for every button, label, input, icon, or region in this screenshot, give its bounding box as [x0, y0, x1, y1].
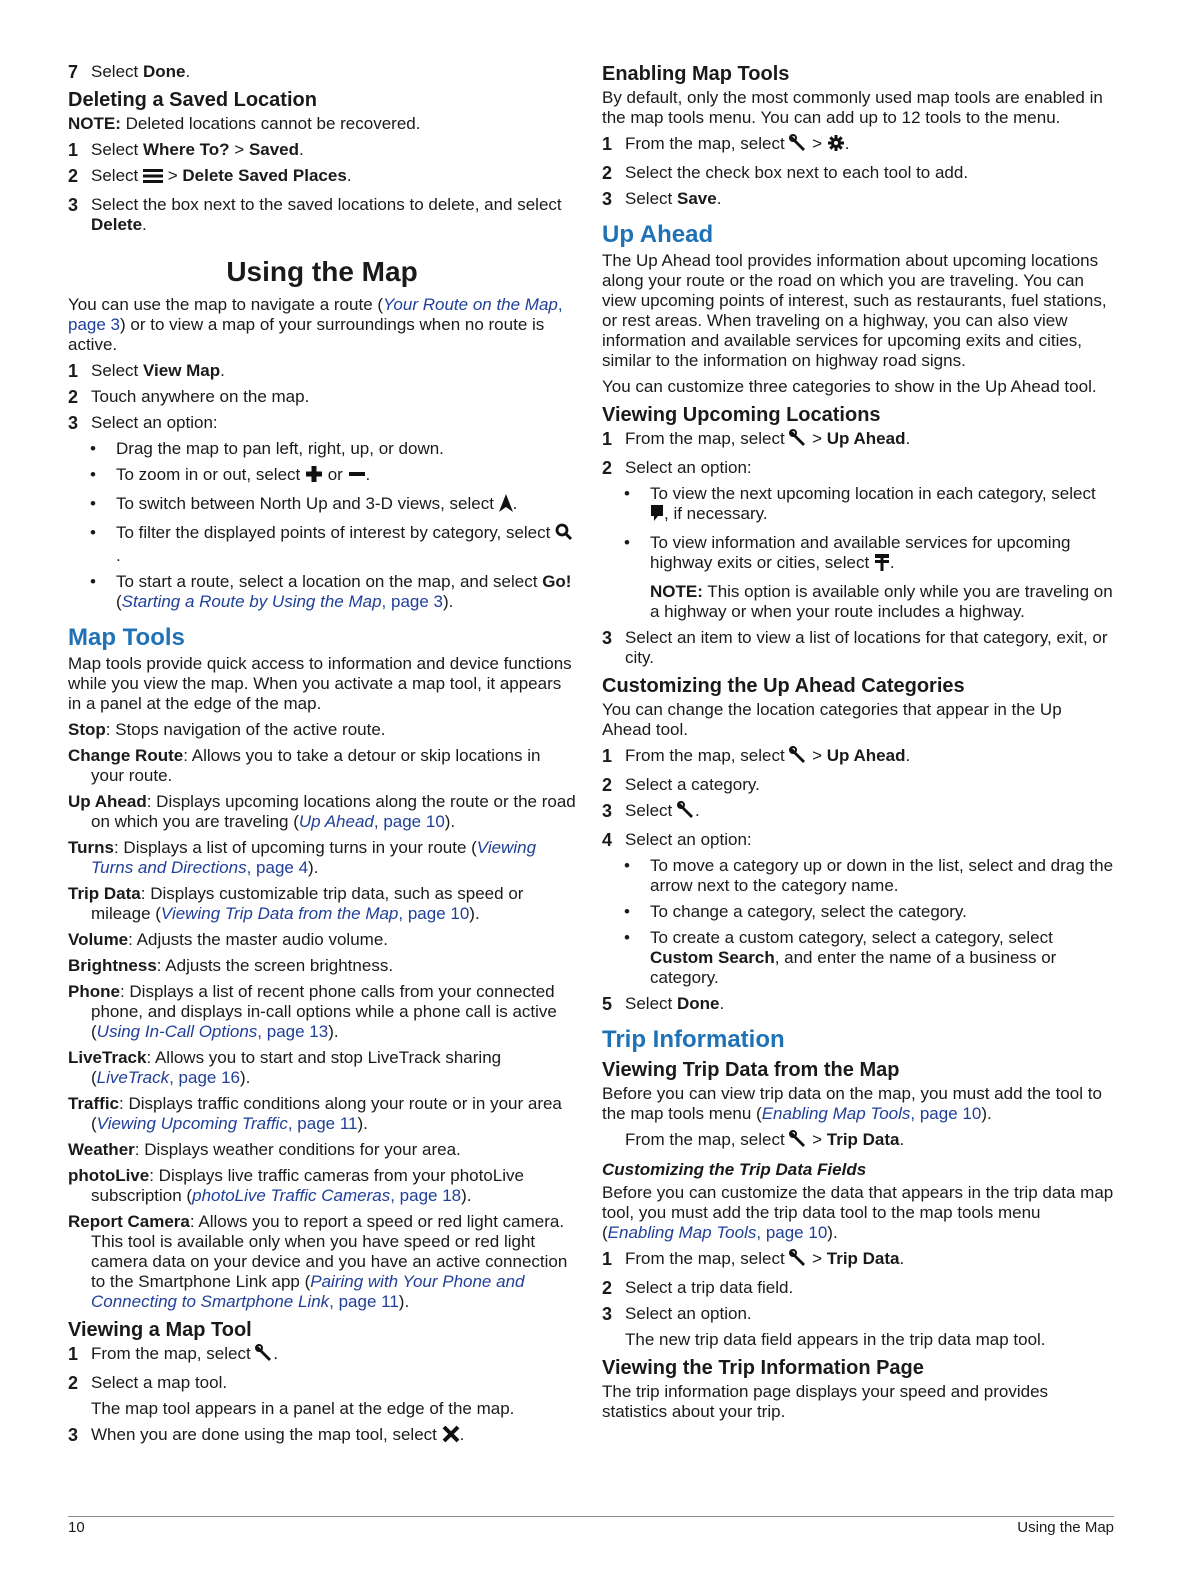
map-tools-intro: Map tools provide quick access to information and device functions while you view the map. When you activate a map tool, it appears in a panel at the edge of the map.: [68, 654, 572, 713]
definition-item: Trip Data: Displays customizable trip data, such as speed or mileage (Viewing Trip Data from the Map, page 10).: [68, 884, 524, 923]
north-arrow-icon: [499, 494, 513, 517]
wrench-icon: [677, 801, 695, 824]
customizing-trip-fields-heading: Customizing the Trip Data Fields: [602, 1160, 867, 1179]
wrench-icon: [789, 1249, 807, 1272]
viewing-upcoming-heading: Viewing Upcoming Locations: [602, 404, 881, 426]
wrench-icon: [255, 1344, 273, 1367]
search-icon: [555, 523, 573, 546]
trip-step-1: 1 From the map, select > Trip Data.: [602, 1249, 1114, 1272]
footer-divider: [68, 1516, 1114, 1517]
deleting-step-2: 2 Select > Delete Saved Places.: [68, 166, 576, 189]
list-item: • To move a category up or down in the list, select and drag the arrow next to the category name.: [602, 856, 1114, 896]
viewing-trip-data-step: From the map, select > Trip Data.: [602, 1130, 1114, 1153]
list-item: • To start a route, select a location on the map, and select Go! (Starting a Route by Using the Map, page 3).: [68, 572, 576, 612]
viewing-tool-step-2-result: The map tool appears in a panel at the edge of the map.: [91, 1399, 515, 1418]
gear-icon: [827, 134, 845, 157]
customizing-step-5: 5 Select Done.: [602, 994, 725, 1014]
enabling-intro: By default, only the most commonly used map tools are enabled in the map tools menu. You can add up to 12 tools to the menu.: [602, 88, 1103, 127]
list-item: • To view the next upcoming location in each category, select , if necessary.: [602, 484, 1114, 527]
trip-info-page-heading: Viewing the Trip Information Page: [602, 1357, 924, 1379]
step-7: 7 Select Done.: [68, 62, 191, 82]
link-upcoming-traffic[interactable]: Viewing Upcoming Traffic, page 11: [96, 1114, 358, 1133]
left-column: [68, 62, 576, 1454]
viewing-trip-data-intro: Before you can view trip data on the map, you must add the tool to the map tools menu (Enabling Map Tools, page 10).: [602, 1084, 1102, 1123]
link-photolive[interactable]: photoLive Traffic Cameras, page 18: [192, 1186, 462, 1205]
definition-item: Change Route: Allows you to take a detour or skip locations in your route.: [68, 746, 541, 785]
customizing-step-1: 1 From the map, select > Up Ahead.: [602, 746, 1114, 769]
using-intro: You can use the map to navigate a route (Your Route on the Map, page 3) or to view a map of your surroundings when no route is active.: [68, 295, 563, 354]
enabling-heading: Enabling Map Tools: [602, 63, 790, 85]
customizing-step-3: 3 Select .: [602, 801, 1114, 824]
deleting-step-1: 1 Select Where To? > Saved.: [68, 140, 304, 160]
link-pairing-phone[interactable]: Pairing with Your Phone and Connecting to Smartphone Link, page 11: [91, 1272, 525, 1311]
list-item: • To view information and available services for upcoming highway exits or cities, select .: [602, 533, 1114, 576]
right-column: [602, 62, 1114, 1428]
definition-item: photoLive: Displays live traffic cameras from your photoLive subscription (photoLive Traffic Cameras, page 18).: [68, 1166, 524, 1205]
menu-icon: [143, 168, 163, 189]
viewing-tool-step-1: 1 From the map, select .: [68, 1344, 576, 1367]
upcoming-step-1: 1 From the map, select > Up Ahead.: [602, 429, 1114, 452]
enabling-step-2: 2 Select the check box next to each tool to add.: [602, 163, 969, 183]
using-step-3: 3 Select an option:: [68, 413, 218, 433]
close-icon: [442, 1425, 460, 1448]
definition-item: LiveTrack: Allows you to start and stop LiveTrack sharing (LiveTrack, page 16).: [68, 1048, 502, 1087]
plus-icon: [305, 465, 323, 488]
customizing-trip-fields-intro: Before you can customize the data that appears in the trip data map tool, you must add the trip data tool to the map tools menu (Enabling Map Tools, page 10).: [602, 1183, 1114, 1242]
using-step-2: 2 Touch anywhere on the map.: [68, 387, 310, 407]
definition-item: Report Camera: Allows you to report a speed or red light camera. This tool is available only when you have speed or red light camera data on your device and you have an active connection to the Smartphone Link app (Pairing with Your Phone and Connecting to Smartphone Link, page 11).: [68, 1212, 568, 1311]
definition-item: Turns: Displays a list of upcoming turns in your route (Viewing Turns and Directions, page 4).: [68, 838, 537, 877]
enabling-step-3: 3 Select Save.: [602, 189, 722, 209]
link-up-ahead[interactable]: Up Ahead, page 10: [298, 812, 445, 831]
deleting-note: NOTE: Deleted locations cannot be recovered.: [68, 114, 421, 133]
viewing-trip-data-heading: Viewing Trip Data from the Map: [602, 1059, 900, 1081]
upcoming-step-3: 3 Select an item to view a list of locations for that category, exit, or city.: [602, 628, 1108, 667]
definition-item: Weather: Displays weather conditions for your area.: [68, 1140, 461, 1159]
map-tools-heading: Map Tools: [68, 624, 185, 651]
viewing-tool-heading: Viewing a Map Tool: [68, 1319, 252, 1341]
list-item: • To change a category, select the category.: [602, 902, 1114, 922]
wrench-icon: [789, 429, 807, 452]
trip-info-page-text: The trip information page displays your speed and provides statistics about your trip.: [602, 1382, 1049, 1421]
up-ahead-paragraph-2: You can customize three categories to show in the Up Ahead tool.: [602, 377, 1097, 396]
trip-step-2: 2 Select a trip data field.: [602, 1278, 794, 1298]
location-marker-icon: [650, 504, 664, 527]
trip-information-heading: Trip Information: [602, 1026, 785, 1053]
customizing-intro: You can change the location categories that appear in the Up Ahead tool.: [602, 700, 1062, 739]
link-viewing-trip-data[interactable]: Viewing Trip Data from the Map, page 10: [160, 904, 470, 923]
link-viewing-turns[interactable]: Viewing Turns and Directions, page 4: [91, 838, 537, 877]
upcoming-note: NOTE: This option is available only while you are traveling on a highway or when your route includes a highway.: [650, 582, 1113, 621]
trip-step-3: 3 Select an option.: [602, 1304, 752, 1324]
section-title: Using the Map: [226, 256, 418, 287]
wrench-icon: [789, 1130, 807, 1153]
step-number: 7: [68, 62, 79, 82]
wrench-icon: [789, 746, 807, 769]
link-enabling-map-tools[interactable]: Enabling Map Tools, page 10: [607, 1223, 828, 1242]
minus-icon: [348, 465, 366, 488]
up-ahead-heading: Up Ahead: [602, 221, 714, 248]
trip-step-3-result: The new trip data field appears in the trip data map tool.: [625, 1330, 1046, 1349]
list-item: • To zoom in or out, select or .: [68, 465, 576, 488]
customizing-heading: Customizing the Up Ahead Categories: [602, 675, 965, 697]
list-item: • To create a custom category, select a category, select Custom Search, and enter the name of a business or category.: [602, 928, 1114, 988]
highway-exit-icon: [874, 553, 890, 576]
definition-item: Volume: Adjusts the master audio volume.: [68, 930, 388, 949]
upcoming-step-2: 2 Select an option:: [602, 458, 752, 478]
page-number: 10: [68, 1519, 85, 1536]
footer-section-title: Using the Map: [1017, 1519, 1114, 1536]
customizing-step-4: 4 Select an option:: [602, 830, 752, 850]
list-item: • Drag the map to pan left, right, up, or down.: [68, 439, 576, 459]
customizing-step-2: 2 Select a category.: [602, 775, 760, 795]
definition-item: Brightness: Adjusts the screen brightness.: [68, 956, 394, 975]
list-item: • To filter the displayed points of interest by category, select .: [68, 523, 576, 566]
link-starting-route[interactable]: Starting a Route by Using the Map, page 3: [121, 592, 443, 611]
viewing-tool-step-2: 2 Select a map tool.: [68, 1373, 228, 1393]
enabling-step-1: 1 From the map, select > .: [602, 134, 1114, 157]
using-step-1: 1 Select View Map.: [68, 361, 225, 381]
link-in-call-options[interactable]: Using In-Call Options, page 13: [96, 1022, 329, 1041]
deleting-step-3: 3 Select the box next to the saved locations to delete, and select Delete.: [68, 195, 562, 234]
link-your-route[interactable]: Your Route on the Map, page 3: [68, 295, 563, 334]
deleting-heading: Deleting a Saved Location: [68, 89, 317, 111]
definition-item: Traffic: Displays traffic conditions along your route or in your area (Viewing Upcoming Traffic, page 11).: [68, 1094, 562, 1133]
wrench-icon: [789, 134, 807, 157]
link-enabling-map-tools[interactable]: Enabling Map Tools, page 10: [761, 1104, 982, 1123]
definition-item: Stop: Stops navigation of the active route.: [68, 720, 386, 739]
viewing-tool-step-3: 3 When you are done using the map tool, select .: [68, 1425, 576, 1448]
list-item: • To switch between North Up and 3-D views, select .: [68, 494, 576, 517]
definition-item: Phone: Displays a list of recent phone calls from your connected phone, and displays in-call options while a phone call is active (Using In-Call Options, page 13).: [68, 982, 557, 1041]
link-livetrack[interactable]: LiveTrack, page 16: [96, 1068, 241, 1087]
definition-item: Up Ahead: Displays upcoming locations along the route or the road on which you are traveling (Up Ahead, page 10).: [68, 792, 576, 831]
up-ahead-paragraph-1: The Up Ahead tool provides information about upcoming locations along your route or the road on which you are traveling. You can view upcoming points of interest, such as restaurants, fuel stations, or rest areas. When traveling on a highway, you can also view information and available services for upcoming exits and cities, similar to the information on highway road signs.: [602, 251, 1107, 370]
